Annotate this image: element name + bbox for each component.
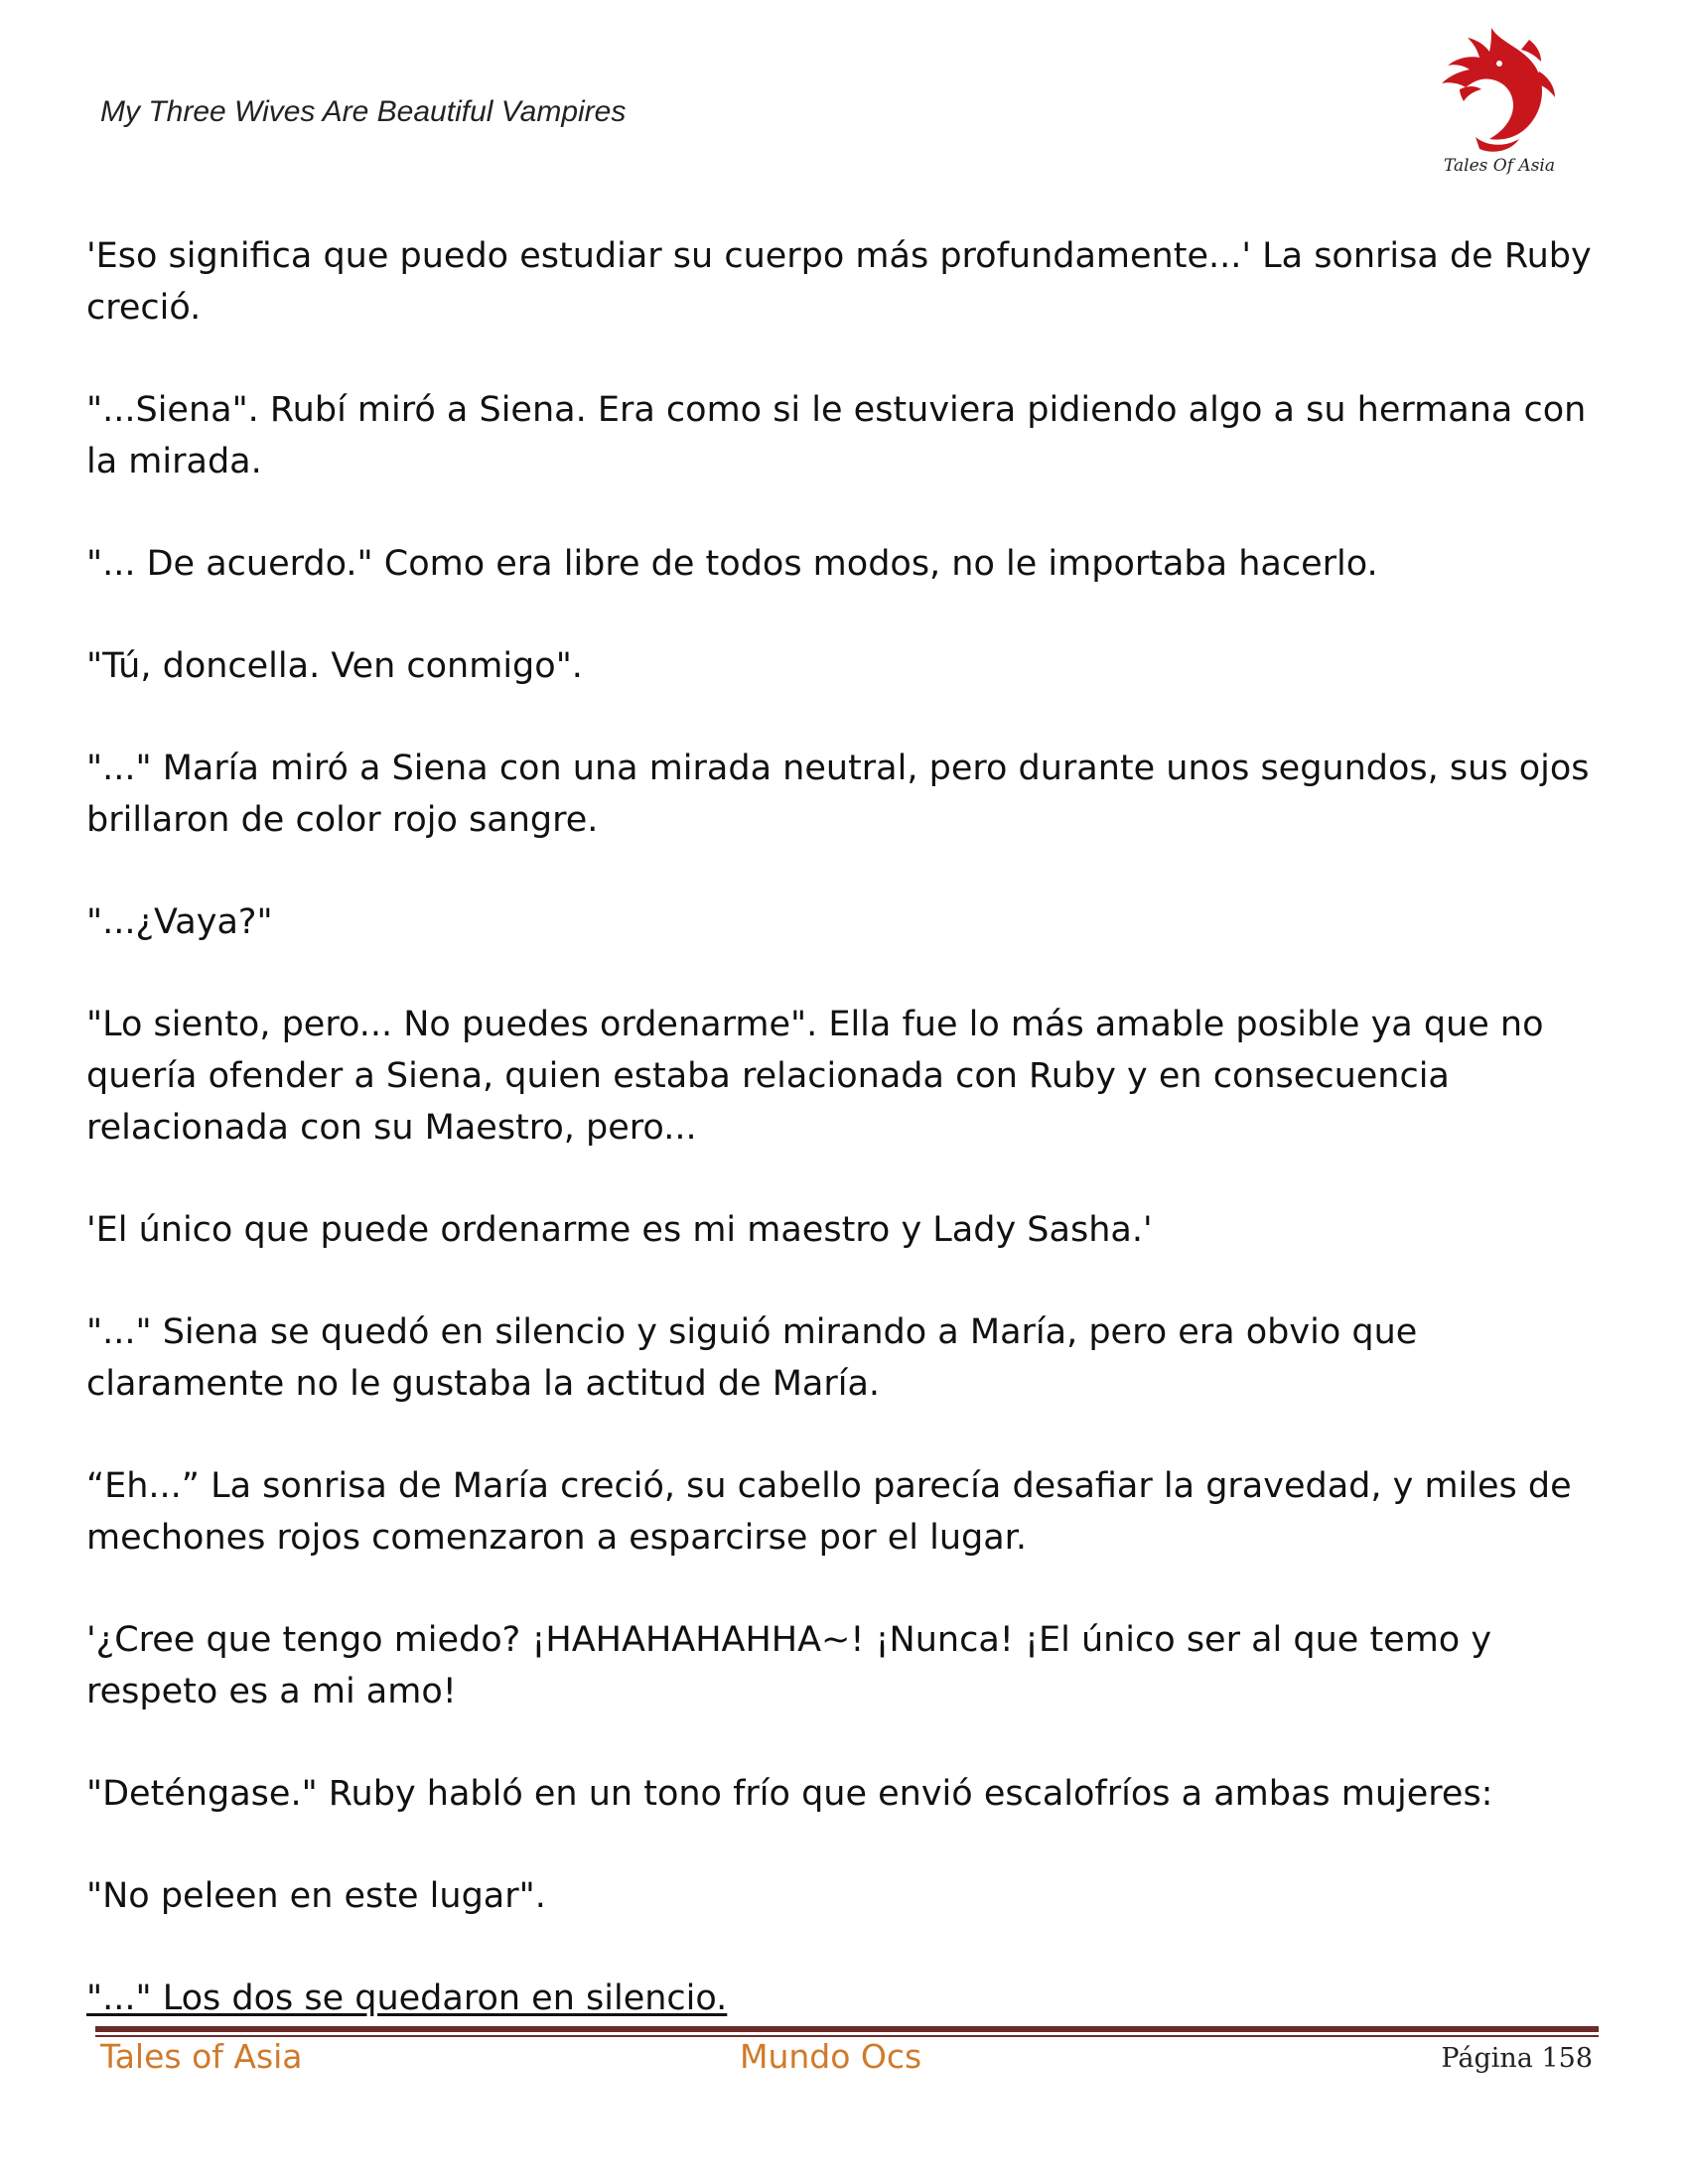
paragraph: 'El único que puede ordenarme es mi maestro y Lady Sasha.'	[86, 1210, 1153, 1250]
paragraph: "Deténgase." Ruby habló en un tono frío que envió escalofríos a ambas mujeres:	[86, 1774, 1493, 1814]
book-title: My Three Wives Are Beautiful Vampires	[100, 95, 627, 128]
paragraph: "..." Los dos se quedaron en silencio.	[86, 1979, 728, 2018]
footer-divider	[95, 2026, 1599, 2032]
paragraph: "...¿Vaya?"	[86, 902, 273, 942]
paragraph: "Tú, doncella. Ven conmigo".	[86, 646, 583, 686]
red-dragon-icon	[1430, 20, 1569, 179]
paragraph: "...Siena". Rubí miró a Siena. Era como si le estuviera pidiendo algo a su hermana con la mirada.	[86, 390, 1587, 481]
page-body	[86, 230, 1616, 2024]
paragraph: “Eh...” La sonrisa de María creció, su cabello parecía desafiar la gravedad, y miles de mechones rojos comenzaron a esparcirse por el lugar.	[86, 1466, 1572, 1558]
footer-section-name: Mundo Ocs	[740, 2037, 922, 2076]
footer-site-name: Tales of Asia	[100, 2037, 303, 2076]
paragraph: "..." Siena se quedó en silencio y siguió mirando a María, pero era obvio que claramente no le gustaba la actitud de María.	[86, 1312, 1418, 1404]
paragraph: 'Eso significa que puedo estudiar su cuerpo más profundamente...' La sonrisa de Ruby creció.	[86, 236, 1592, 328]
paragraph: "No peleen en este lugar".	[86, 1876, 546, 1916]
paragraph: "..." María miró a Siena con una mirada neutral, pero durante unos segundos, sus ojos brillaron de color rojo sangre.	[86, 749, 1590, 840]
paragraph: "Lo siento, pero... No puedes ordenarme". Ella fue lo más amable posible ya que no quería ofender a Siena, quien estaba relacionada con Ruby y en consecuencia relacionada con su Maestro, pero...	[86, 1005, 1544, 1148]
logo-text: Tales Of Asia	[1444, 156, 1555, 176]
tales-of-asia-logo	[1430, 20, 1569, 179]
paragraph: "... De acuerdo." Como era libre de todos modos, no le importaba hacerlo.	[86, 544, 1378, 584]
paragraph: '¿Cree que tengo miedo? ¡HAHAHAHAHHA~! ¡Nunca! ¡El único ser al que temo y respeto es a mi amo!	[86, 1620, 1492, 1711]
page-number: Página 158	[1441, 2043, 1593, 2074]
